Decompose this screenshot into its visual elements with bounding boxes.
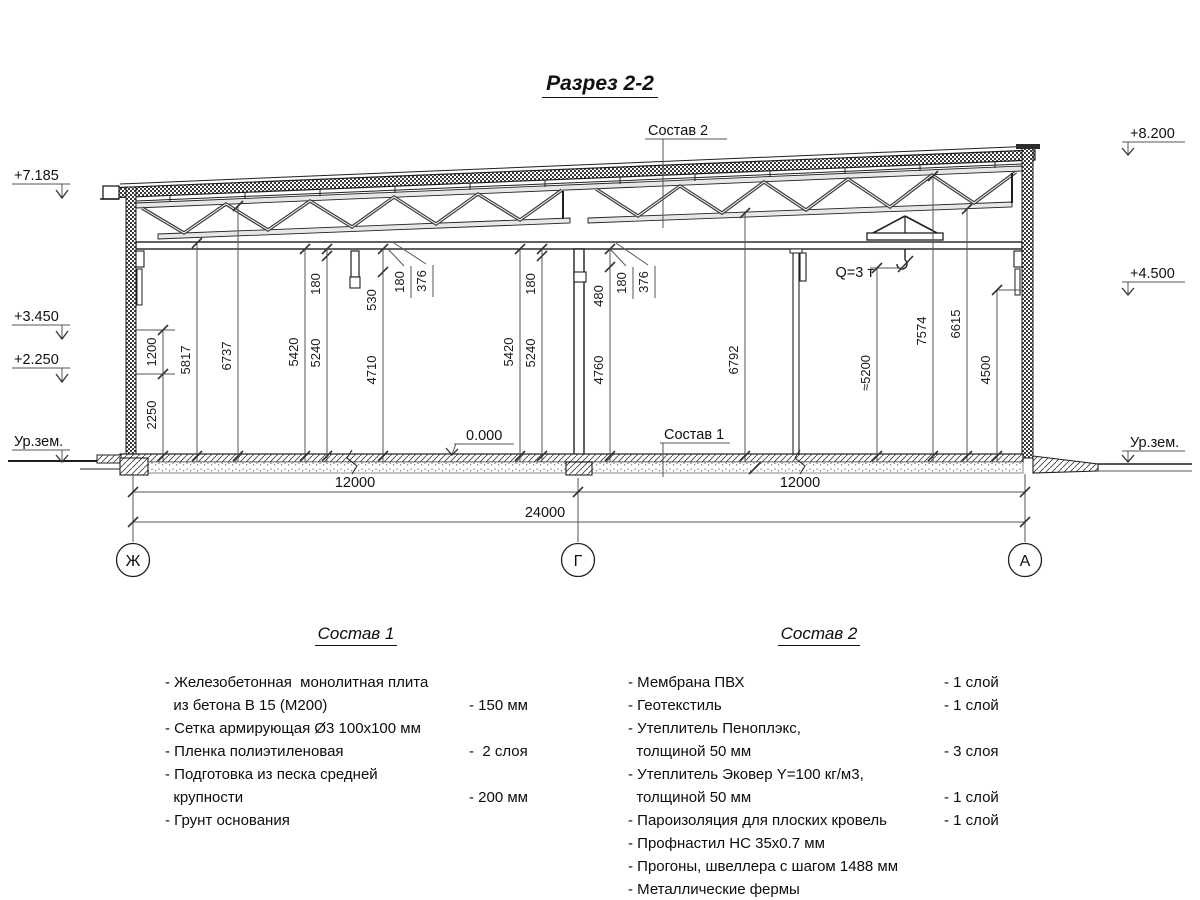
material-name: - Утеплитель Пеноплэкс, (628, 720, 801, 737)
truss-bottom-chord-left (158, 218, 570, 239)
material-row (165, 786, 547, 809)
material-row (628, 832, 1010, 855)
span-dimension: 12000 (779, 475, 821, 491)
material-list-heading-text: Состав 2 (778, 624, 861, 646)
material-qty: - 3 слоя (944, 743, 999, 760)
axis-bubbles (117, 544, 1042, 577)
dimension (858, 263, 882, 462)
horizontal-dimensions (128, 474, 1030, 542)
crane-capacity-label: Q=3 т (835, 265, 874, 281)
elevation-value: +3.450 (14, 309, 59, 325)
material-name: - Профнастил НС 35х0.7 мм (628, 835, 825, 852)
material-name: крупности (165, 789, 244, 806)
dimension-value: 6737 (219, 341, 234, 371)
dimension-leader (610, 249, 633, 299)
material-name: - Пароизоляция для плоских кровель (628, 812, 887, 829)
material-qty (944, 763, 1010, 786)
dimension (308, 244, 332, 295)
crane-trolley-bar (867, 233, 943, 240)
dimension-value: 5420 (286, 337, 301, 367)
material-list-heading (628, 622, 1010, 646)
material-row (628, 809, 1010, 832)
elevation-value: +7.185 (14, 168, 59, 184)
material-row (165, 717, 547, 740)
material-qty (944, 855, 1010, 878)
material-row (628, 763, 1010, 786)
zero-level-label: 0.000 (466, 428, 503, 444)
axis-letter: А (1019, 553, 1031, 570)
dimension-value: 180 (614, 272, 629, 294)
intermediate-column-stub (800, 253, 806, 281)
elevation-value: +2.250 (14, 352, 59, 368)
material-qty (944, 832, 1010, 855)
intermediate-column (793, 251, 799, 455)
right-apron (1033, 456, 1098, 473)
total-dimension: 24000 (524, 505, 566, 521)
dimension (591, 244, 615, 307)
dimension-value: 4500 (978, 355, 993, 385)
right-wall-bracket-lower (1015, 269, 1020, 295)
callout-sostav2-label: Состав 2 (648, 123, 709, 139)
left-foundation (120, 458, 148, 475)
dimension-value: ≈5200 (858, 354, 873, 392)
material-list-heading (165, 622, 547, 646)
right-wall (1022, 148, 1033, 458)
callout-sostav1-label: Состав 1 (664, 427, 725, 443)
floor-and-ground (8, 450, 1192, 475)
parapet-cap (1016, 144, 1040, 149)
right-wall-bracket (1014, 251, 1022, 267)
material-qty: - 1 слой (944, 697, 999, 714)
elevation-mark (1122, 266, 1185, 295)
elevation-marks-right (1122, 126, 1185, 462)
intermediate-column-cap (790, 249, 802, 253)
dimension-value: 1200 (144, 337, 159, 367)
center-column-bracket (574, 272, 586, 282)
material-name: - Прогоны, швеллера с шагом 1488 мм (628, 858, 899, 875)
material-name: - Пленка полиэтиленовая (165, 743, 344, 760)
dimension (364, 244, 388, 311)
material-name: из бетона В 15 (М200) (165, 697, 328, 714)
material-qty (469, 809, 547, 832)
dimension (219, 201, 243, 462)
elevation-mark (12, 309, 70, 339)
material-qty (944, 878, 1010, 900)
material-row (165, 694, 547, 717)
elevation-mark (12, 434, 70, 462)
material-name: - Мембрана ПВХ (628, 674, 745, 691)
material-name: - Железобетонная монолитная плита (165, 674, 429, 691)
elevation-value: +4.500 (1130, 266, 1175, 282)
hanger-post-left-shoe (350, 277, 360, 288)
dimension (914, 171, 938, 462)
left-wall-bracket (136, 251, 144, 267)
material-qty: - 200 мм (469, 789, 528, 806)
axis-letter: Г (573, 553, 583, 570)
dimension-value: 5817 (178, 345, 193, 375)
material-name: - Сетка армирующая Ø3 100х100 мм (165, 720, 421, 737)
material-row (165, 809, 547, 832)
dimension-value: 7574 (914, 316, 929, 346)
left-wall (126, 187, 136, 458)
dimension (501, 244, 525, 462)
material-qty: - 1 слой (944, 674, 999, 691)
material-row (165, 763, 547, 786)
material-name: толщиной 50 мм (628, 789, 752, 806)
material-row (628, 855, 1010, 878)
elevation-value: +8.200 (1130, 126, 1175, 142)
dimension-leader (388, 249, 411, 298)
material-row (628, 717, 1010, 740)
material-row (628, 671, 1010, 694)
material-row (628, 786, 1010, 809)
material-qty: - 150 мм (469, 697, 528, 714)
material-name: - Металлические фермы (628, 881, 800, 898)
dimension-value: 2250 (144, 400, 159, 430)
elevation-mark (12, 168, 70, 198)
floor-slab (120, 454, 1023, 462)
material-qty (469, 671, 547, 694)
dimension-value: 376 (636, 271, 651, 293)
elevation-mark (1122, 435, 1185, 462)
dimension-value: 5240 (308, 338, 323, 368)
dimension (144, 369, 168, 462)
dimension-value: 4710 (364, 355, 379, 385)
elevation-marks-left (12, 168, 70, 462)
material-qty: - 1 слой (944, 812, 999, 829)
dimension-value: 480 (591, 285, 606, 307)
dimension-value: 530 (364, 289, 379, 311)
material-row (628, 740, 1010, 763)
material-list-heading-text: Состав 1 (315, 624, 398, 646)
span-dimension: 12000 (334, 475, 376, 491)
material-qty (469, 763, 547, 786)
dimension-value: 5240 (523, 338, 538, 368)
dimension-value: 4760 (591, 355, 606, 385)
elevation-value: Ур.зем. (14, 434, 64, 450)
crane-runway-beam (136, 242, 1022, 249)
hanger-post-left (351, 251, 359, 277)
dimension-value: 6792 (726, 345, 741, 375)
material-list-sostav1 (165, 622, 547, 832)
material-row (628, 878, 1010, 900)
material-qty (469, 717, 547, 740)
material-qty (944, 717, 1010, 740)
dimension-value: 180 (523, 273, 538, 295)
left-wall-bracket-lower (137, 269, 142, 305)
axis-letter: Ж (125, 553, 141, 570)
elevation-mark (12, 352, 70, 382)
material-row (165, 740, 547, 763)
material-name: - Подготовка из песка средней (165, 766, 378, 783)
dimension-value: 180 (392, 271, 407, 293)
dimension (978, 285, 1021, 462)
elevation-value: Ур.зем. (1130, 435, 1180, 451)
dimension (144, 325, 168, 374)
left-apron (97, 455, 121, 463)
dimension (178, 238, 202, 462)
center-foundation (566, 462, 592, 475)
elevation-mark (1122, 126, 1185, 155)
dimension-value: 180 (308, 273, 323, 295)
material-name: - Грунт основания (165, 812, 290, 829)
material-qty: - 2 слоя (469, 743, 528, 760)
dimension (286, 244, 310, 462)
material-list-sostav2 (628, 622, 1010, 900)
material-qty: - 1 слой (944, 789, 999, 806)
section-title-text: Разрез 2-2 (542, 72, 658, 98)
roof-edge-gutter (103, 186, 119, 199)
material-row (628, 694, 1010, 717)
material-name: - Геотекстиль (628, 697, 722, 714)
dimension (523, 244, 547, 295)
dimension-value: 376 (414, 270, 429, 292)
material-name: толщиной 50 мм (628, 743, 752, 760)
material-name: - Утеплитель Эковер Y=100 кг/м3, (628, 766, 864, 783)
dimension-value: 6615 (948, 309, 963, 339)
dimension-value: 5420 (501, 337, 516, 367)
material-row (165, 671, 547, 694)
